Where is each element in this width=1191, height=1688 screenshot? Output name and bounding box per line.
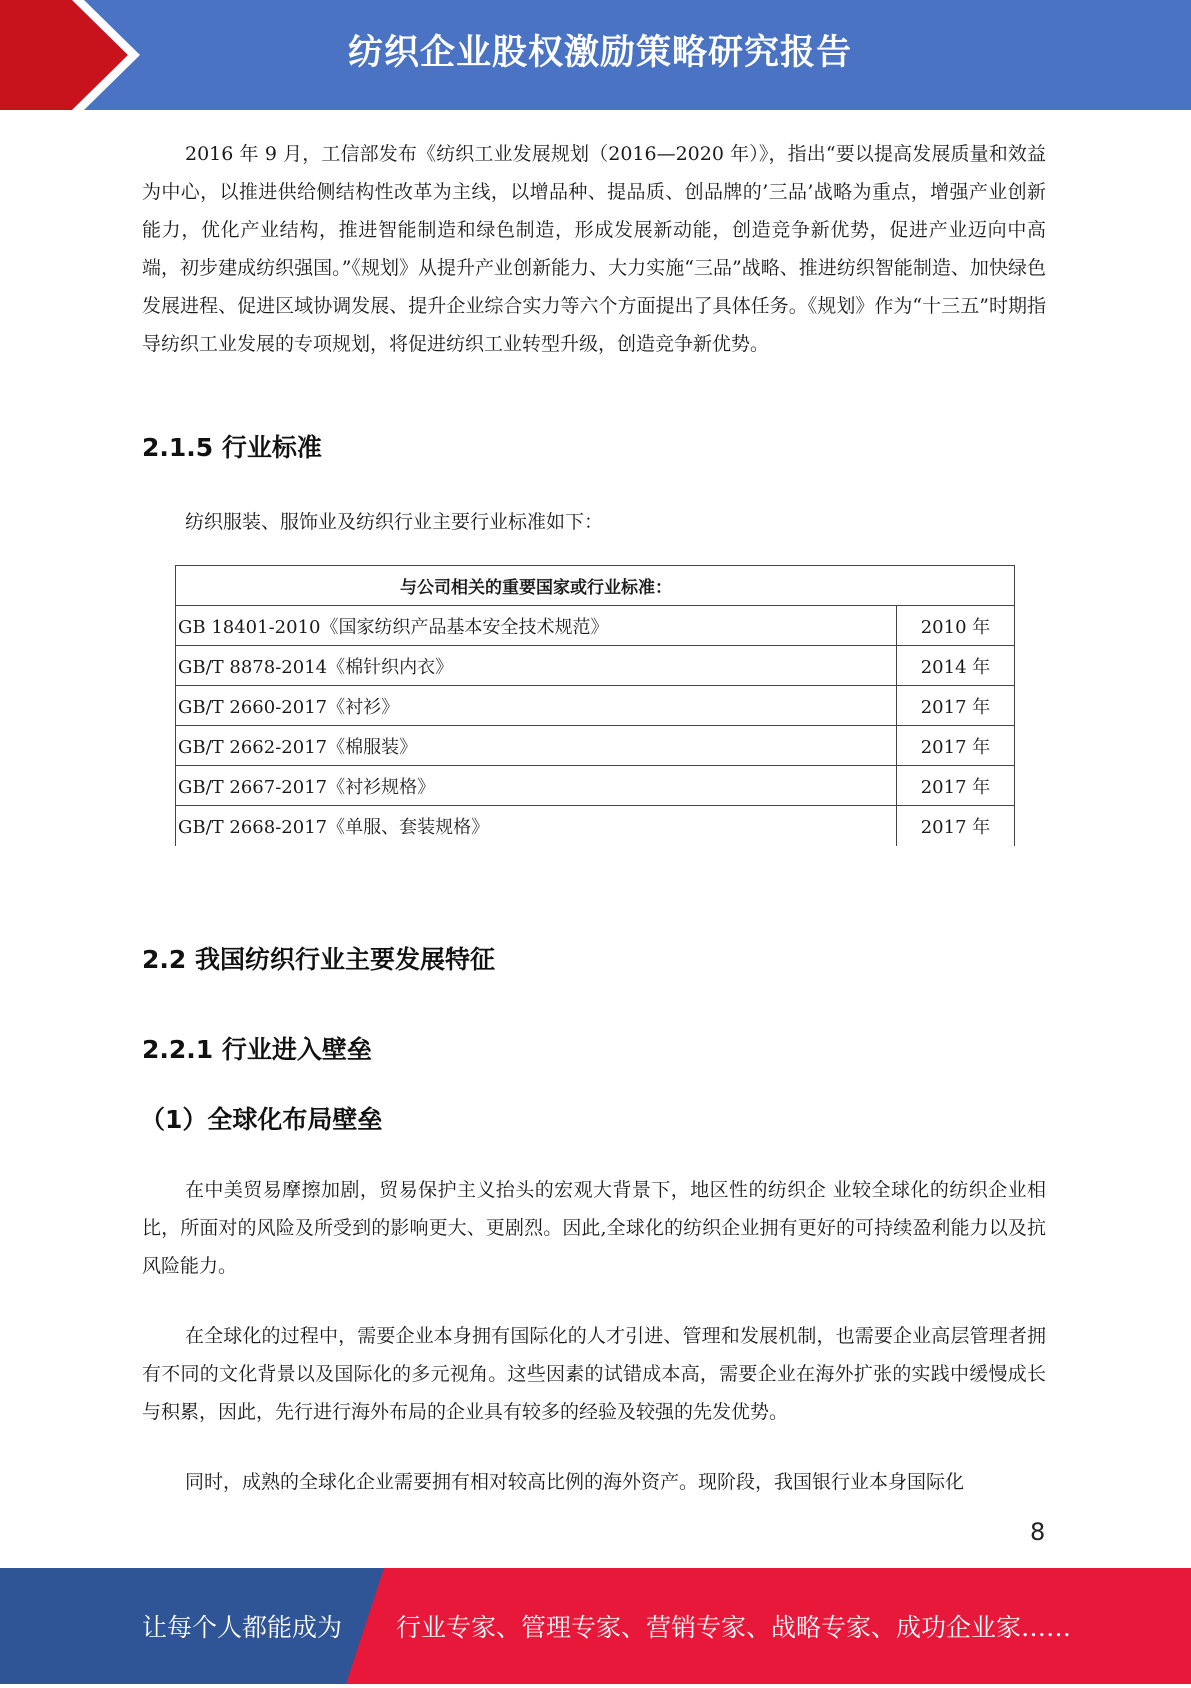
report-title: 纺织企业股权激励策略研究报告 — [347, 33, 852, 73]
header-banner — [0, 0, 1191, 110]
table-row — [176, 766, 1015, 806]
standard-name: GB/T 8878-2014《棉针织内衣》 — [176, 646, 897, 686]
standard-name: GB/T 2667-2017《衬衫规格》 — [176, 766, 897, 806]
section-heading-2-2: 2.2 我国纺织行业主要发展特征 — [142, 945, 495, 974]
table-row — [176, 726, 1015, 766]
subsection-heading-1: （1）全球化布局壁垒 — [140, 1105, 383, 1134]
intro-paragraph: 2016 年 9 月，工信部发布《纺织工业发展规划（2016—2020 年）》，指出“要以提高发展质量和效益为中心，以推进供给侧结构性改革为主线，以增品种、提品质、创品牌的’三品’战略为重点，增强产业创新能力，优化产业结构，推进智能制造和绿色制造，形成发展新动能，创造竞争新优势，促进产业迈向中高端，初步建成纺织强国。”《规划》从提升产业创新能力、大力实施“三品”战略、推进纺织智能制造、加快绿色发展进程、促进区域协调发展、提升企业综合实力等六个方面提出了具体任务。《规划》作为“十三五”时期指导纺织工业发展的专项规划，将促进纺织工业转型升级，创造竞争新优势。 — [142, 143, 1046, 355]
standard-year: 2014 年 — [897, 646, 1015, 686]
table-row — [176, 686, 1015, 726]
footer-slogan-right: 行业专家、管理专家、营销专家、战略专家、成功企业家…… — [396, 1613, 1072, 1642]
globalization-paragraph: 在中美贸易摩擦加剧，贸易保护主义抬头的宏观大背景下，地区性的纺织企 业较全球化的纺织企业相比，所面对的风险及所受到的影响更大、更剧烈。因此,全球化的纺织企业拥有更好的可持续盈利能力以及抗风险能力。 — [142, 1179, 1046, 1277]
section-heading-2-2-1: 2.2.1 行业进入壁垒 — [142, 1035, 372, 1064]
standard-year: 2010 年 — [897, 606, 1015, 646]
standard-name: GB 18401-2010《国家纺织产品基本安全技术规范》 — [176, 606, 897, 646]
standard-year: 2017 年 — [897, 726, 1015, 766]
globalization-process-paragraph: 在全球化的过程中，需要企业本身拥有国际化的人才引进、管理和发展机制，也需要企业高层管理者拥有不同的文化背景以及国际化的多元视角。这些因素的试错成本高，需要企业在海外扩张的实践中缓慢成长与积累，因此，先行进行海外布局的企业具有较多的经验及较强的先发优势。 — [142, 1325, 1046, 1423]
standards-table — [175, 565, 1015, 846]
standard-name: GB/T 2662-2017《棉服装》 — [176, 726, 897, 766]
footer-banner — [0, 1568, 1191, 1684]
standard-name: GB/T 2660-2017《衬衫》 — [176, 686, 897, 726]
standard-name: GB/T 2668-2017《单服、套装规格》 — [176, 806, 897, 846]
page-number: 8 — [1030, 1518, 1046, 1546]
header-chevron-decoration — [0, 0, 160, 110]
table-caption: 与公司相关的重要国家或行业标准： — [176, 566, 1015, 606]
standards-intro-paragraph: 纺织服装、服饰业及纺织行业主要行业标准如下： — [185, 511, 604, 533]
standard-year: 2017 年 — [897, 686, 1015, 726]
footer-slogan-left: 让每个人都能成为 — [142, 1613, 343, 1642]
standard-year: 2017 年 — [897, 806, 1015, 846]
table-row — [176, 646, 1015, 686]
overseas-assets-paragraph: 同时，成熟的全球化企业需要拥有相对较高比例的海外资产。现阶段，我国银行业本身国际化 — [185, 1471, 965, 1493]
table-row — [176, 606, 1015, 646]
table-row — [176, 806, 1015, 846]
table-caption-row — [176, 566, 1015, 606]
standard-year: 2017 年 — [897, 766, 1015, 806]
section-heading-2-1-5: 2.1.5 行业标准 — [142, 433, 322, 462]
